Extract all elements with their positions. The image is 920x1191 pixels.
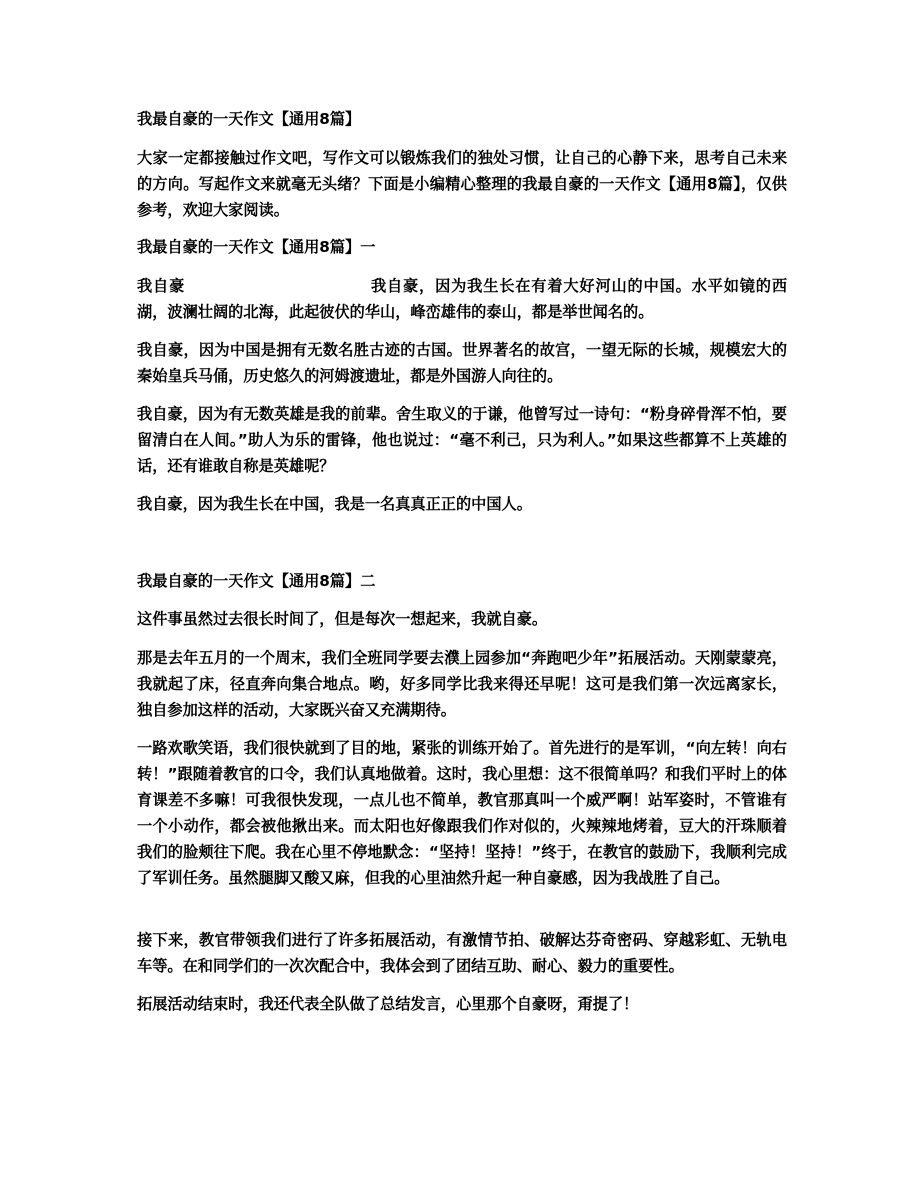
essay-2-paragraph-3: 一路欢歌笑语，我们很快就到了目的地，紧张的训练开始了。首先进行的是军训，“向左转！向右转！”跟随着教官的口令，我们认真地做着。这时，我心里想：这不很简单吗？和我们平时上的体育课差不多嘛！可我很快发现，一点儿也不简单，教官那真叫一个威严啊！站军姿时，不管谁有一个小动作，都会被他揪出来。而太阳也好像跟我们作对似的，火辣辣地烤着，豆大的汗珠顺着我们的脸颊往下爬。我在心里不停地默念：“坚持！坚持！”终于，在教官的鼓励下，我顺利完成了军训任务。虽然腿脚又酸又麻，但我的心里油然升起一种自豪感，因为我战胜了自己。 <box>137 739 787 887</box>
essay-1-paragraph-4: 我自豪，因为我生长在中国，我是一名真真正正的中国人。 <box>137 495 532 513</box>
essay-1-paragraph-3: 我自豪，因为有无数英雄是我的前辈。舍生取义的于谦，他曾写过一诗句：“粉身碎骨浑不怕，要留清白在人间。”助人为乐的雷锋，他也说过：“毫不利己，只为利人。”如果这些都算不上英雄的话，还有谁敢自称是英雄呢？ <box>137 405 787 475</box>
essay-2-paragraph-5: 拓展活动结束时，我还代表全队做了总结发言，心里那个自豪呀，甭提了！ <box>137 995 639 1013</box>
essay-2-paragraph-1: 这件事虽然过去很长时间了，但是每次一想起来，我就自豪。 <box>137 610 548 628</box>
essay-1-paragraph-1-lead: 我自豪 <box>137 277 186 295</box>
essay-2-paragraph-2: 那是去年五月的一个周末，我们全班同学要去濮上园参加“奔跑吧少年”拓展活动。天刚蒙蒙亮，我就起了床，径直奔向集合地点。哟，好多同学比我来得还早呢！这可是我们第一次远离家长，独自参加这样的活动，大家既兴奋又充满期待。 <box>137 649 787 719</box>
intro-paragraph: 大家一定都接触过作文吧，写作文可以锻炼我们的独处习惯，让自己的心静下来，思考自己未来的方向。写起作文来就毫无头绪？下面是小编精心整理的我最自豪的一天作文【通用8篇】，仅供参考，欢迎大家阅读。 <box>137 149 787 219</box>
document-title: 我最自豪的一天作文【通用8篇】 <box>137 110 361 128</box>
essay-1-paragraph-1 <box>137 273 787 325</box>
essay-1-paragraph-2: 我自豪，因为中国是拥有无数名胜古迹的古国。世界著名的故宫，一望无际的长城，规模宏大的秦始皇兵马俑，历史悠久的河姆渡遗址，都是外国游人向往的。 <box>137 341 787 385</box>
essay-2-paragraph-4: 接下来，教官带领我们进行了许多拓展活动，有激情节拍、破解达芬奇密码、穿越彩虹、无轨电车等。在和同学们的一次次配合中，我体会到了团结互助、耐心、毅力的重要性。 <box>137 931 787 975</box>
essay-1-heading: 我最自豪的一天作文【通用8篇】一 <box>137 238 376 256</box>
essay-1-paragraph-1-rest: 我自豪，因为我生长在有着大好河山的中国。水平如镜的西湖，波澜壮阔的北海，此起彼伏的华山，峰峦雄伟的泰山，都是举世闻名的。 <box>137 277 788 321</box>
essay-2-heading: 我最自豪的一天作文【通用8篇】二 <box>137 572 376 590</box>
